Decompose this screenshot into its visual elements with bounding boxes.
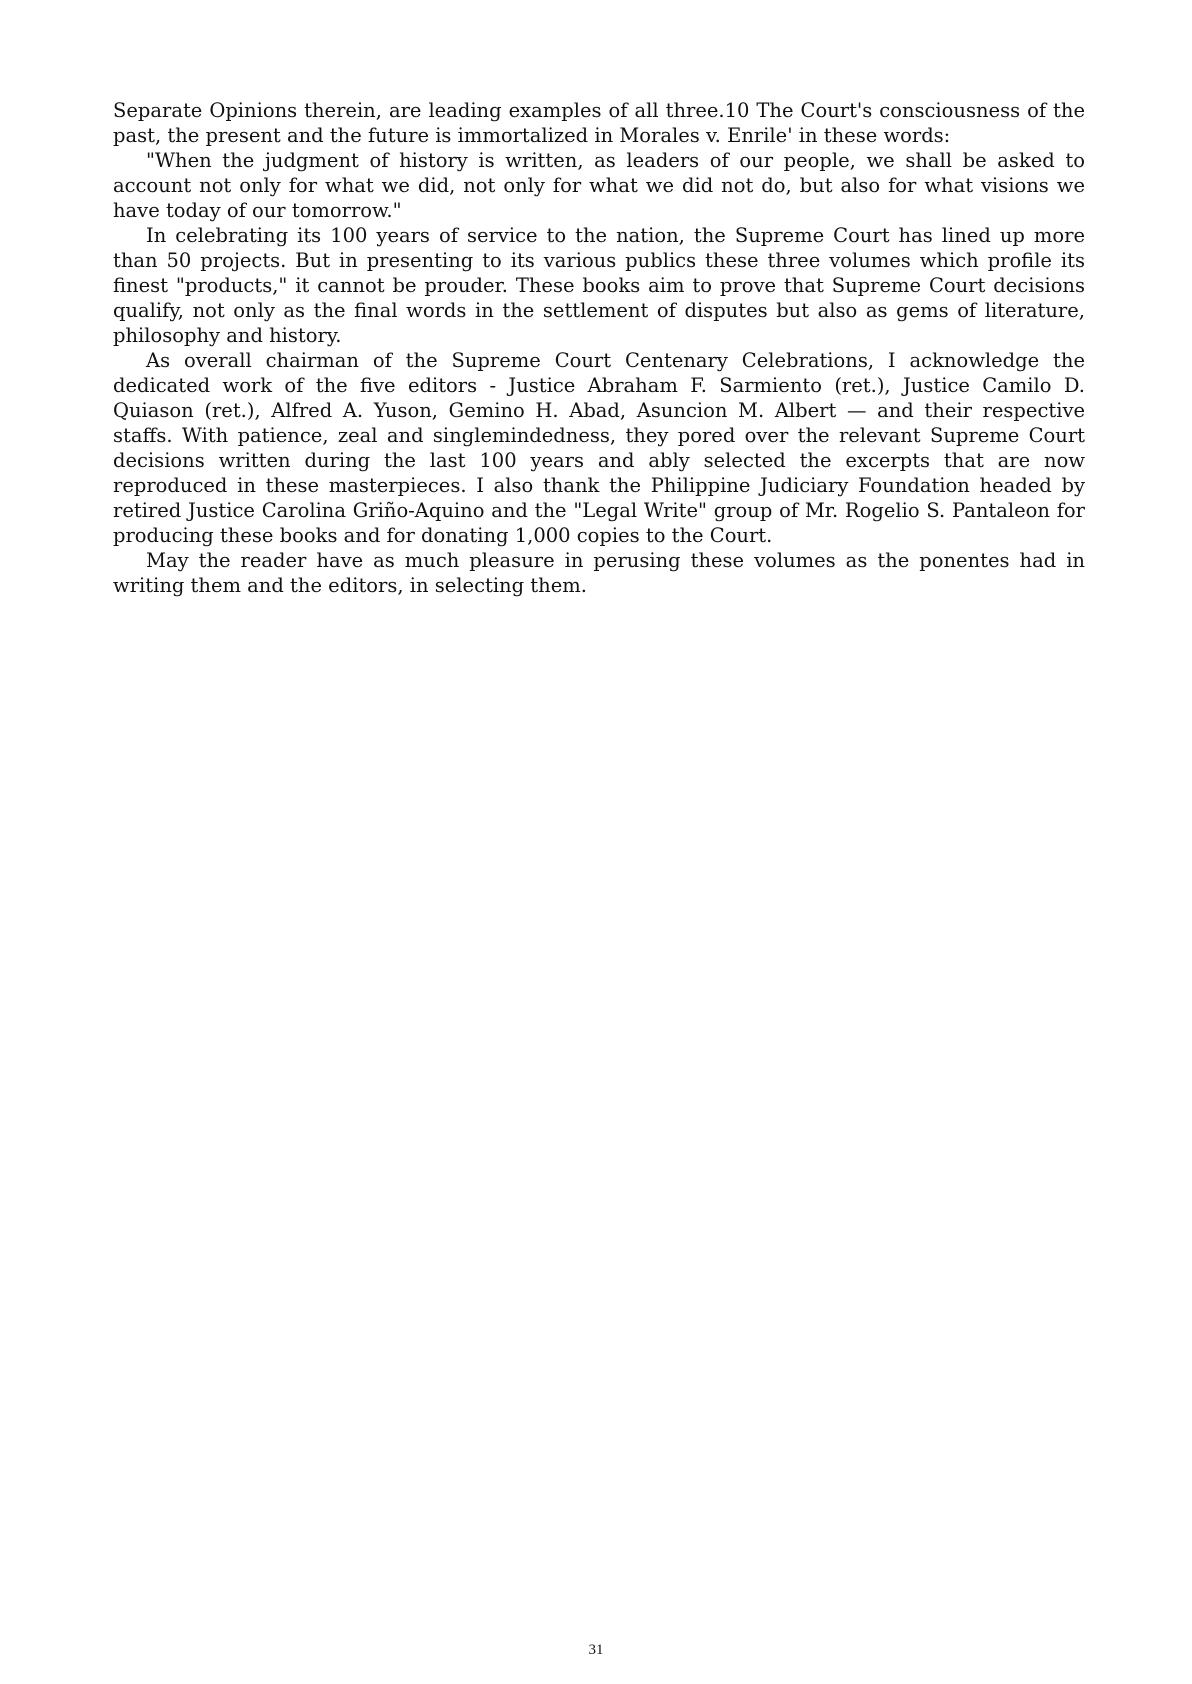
paragraph-centenary-projects: In celebrating its 100 years of service to the nation, the Supreme Court has lined up more than 50 projects. But in presenting to its various publics these three volumes which profile its finest "products," it cannot be prouder. These books aim to prove that Supreme Court decisions qualify, not only as the final words in the settlement of disputes but also as gems of literature, philosophy and history. bbox=[113, 224, 1085, 347]
paragraph-quotation: "When the judgment of history is written, as leaders of our people, we shall be asked to account not only for what we did, not only for what we did not do, but also for what visions we have today of our tomorrow." bbox=[113, 149, 1085, 222]
paragraph-closing: May the reader have as much pleasure in perusing these volumes as the ponentes had in writing them and the editors, in selecting them. bbox=[113, 549, 1085, 597]
paragraph-continuation: Separate Opinions therein, are leading examples of all three.10 The Court's consciousness of the past, the present and the future is immortalized in Morales v. Enrile' in these words: bbox=[113, 99, 1085, 147]
page-number: 31 bbox=[588, 1642, 604, 1658]
body-text bbox=[113, 98, 1085, 598]
paragraph-acknowledgements: As overall chairman of the Supreme Court Centenary Celebrations, I acknowledge the dedicated work of the five editors - Justice Abraham F. Sarmiento (ret.), Justice Camilo D. Quiason (ret.), Alfred A. Yuson, Gemino H. Abad, Asuncion M. Albert — and their respective staffs. With patience, zeal and singlemindedness, they pored over the relevant Supreme Court decisions written during the last 100 years and ably selected the excerpts that are now reproduced in these masterpieces. I also thank the Philippine Judiciary Foundation headed by retired Justice Carolina Griño-Aquino and the "Legal Write" group of Mr. Rogelio S. Pantaleon for producing these books and for donating 1,000 copies to the Court. bbox=[113, 349, 1085, 547]
